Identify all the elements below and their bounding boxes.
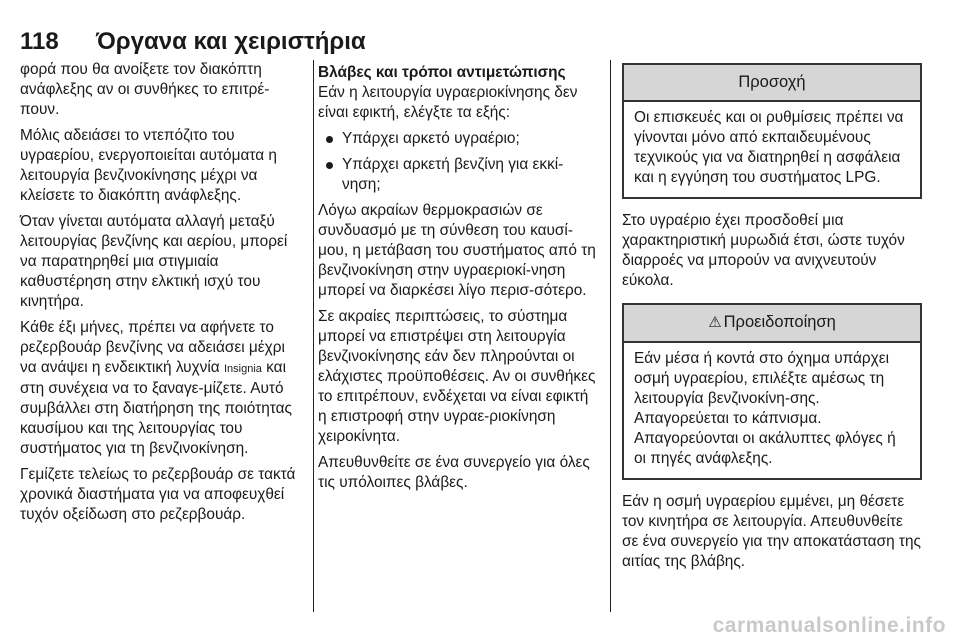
paragraph <box>20 318 304 459</box>
warning-body: Εάν μέσα ή κοντά στο όχημα υπάρχει οσμή υγραερίου, επιλέξτε αμέσως τη λειτουργία βενζινοκίνη-σης. Απαγορεύεται το κάπνισμα. Απαγορεύονται οι ακάλυπτες φλόγες ή οι πηγές ανάφλεξης. <box>634 350 896 467</box>
paragraph: Στο υγραέριο έχει προσδοθεί μια χαρακτηριστική μυρωδιά έτσι, ώστε τυχόν διαρροές να μπορούν να ανιχνευτούν εύκολα. <box>622 212 905 289</box>
watermark: carmanualsonline.info <box>712 614 946 637</box>
caution-box <box>622 63 922 199</box>
paragraph-text: Κάθε έξι μήνες, πρέπει να αφήνετε το ρεζερβουάρ βενζίνης να αδειάσει μέχρι να ανάψει η ενδεικτική λυχνία <box>20 319 285 376</box>
paragraph: Εάν η λειτουργία υγραεριοκίνησης δεν είναι εφικτή, ελέγξτε τα εξής: <box>318 84 578 121</box>
checklist <box>318 129 600 195</box>
page-title: Όργανα και χειριστήρια <box>96 28 366 55</box>
column-right <box>622 63 922 578</box>
paragraph: φορά που θα ανοίξετε τον διακόπτη ανάφλεξης αν οι συνθήκες το επιτρέ-πουν. <box>20 61 270 118</box>
paragraph: Απευθυνθείτε σε ένα συνεργείο για όλες τις υπόλοιπες βλάβες. <box>318 454 590 491</box>
column-divider <box>610 60 611 612</box>
indicator-lamp-label: Insignia <box>223 363 262 375</box>
paragraph: Γεμίζετε τελείως το ρεζερβουάρ σε τακτά χρονικά διαστήματα για να αποφευχθεί τυχόν οξείδωση στο ρεζερβουάρ. <box>20 466 296 523</box>
page-header <box>20 4 940 56</box>
warning-title: Προειδοποίηση <box>723 313 836 331</box>
paragraph: Όταν γίνεται αυτόματα αλλαγή μεταξύ λειτουργίας βενζίνης και αερίου, μπορεί να παρατηρηθεί μια στιγμιαία καθυστέρηση στην ελκτική ισχύ του κινητήρα. <box>20 213 288 310</box>
paragraph: Λόγω ακραίων θερμοκρασιών σε συνδυασμό με τη σύνθεση του καυσί-μου, η μετάβαση του συστήματος από τη βενζινοκίνηση στην υγραεριοκί-νηση μπορεί να διαρκέσει λίγο περισ-σότερο. <box>318 202 596 299</box>
caution-body: Οι επισκευές και οι ρυθμίσεις πρέπει να γίνονται μόνο από εκπαιδευμένους τεχνικούς για να διατηρηθεί η ασφάλεια και η εγγύηση του συστήματος LPG. <box>634 109 904 186</box>
column-divider <box>313 60 314 612</box>
caution-title: Προσοχή <box>624 65 920 102</box>
warning-box <box>622 303 922 480</box>
section-heading: Βλάβες και τρόποι αντιμετώπισης <box>318 64 566 81</box>
paragraph: Μόλις αδειάσει το ντεπόζιτο του υγραερίου, ενεργοποιείται αυτόματα η λειτουργία βενζινοκίνησης μέχρι να κλείσετε το διακόπτη ανάφλεξης. <box>20 127 277 204</box>
column-left <box>20 60 304 531</box>
list-item: Υπάρχει αρκετή βενζίνη για εκκί-νηση; <box>318 155 600 195</box>
warning-header <box>624 305 920 343</box>
warning-icon: ⚠ <box>708 314 722 331</box>
page-number: 118 <box>20 28 59 55</box>
column-middle <box>318 63 600 499</box>
paragraph-text: και στη συνέχεια να το ξαναγε-μίζετε. Αυτό συμβάλλει στη διατήρηση της ποιότητας καυσίμου και της λειτουργίας του συστήματος για τη βενζινοκίνηση. <box>20 359 292 457</box>
list-item: Υπάρχει αρκετό υγραέριο; <box>318 129 600 149</box>
paragraph: Εάν η οσμή υγραερίου εμμένει, μη θέσετε τον κινητήρα σε λειτουργία. Απευθυνθείτε σε ένα συνεργείο για την αποκατάσταση της αιτίας της βλάβης. <box>622 493 921 570</box>
paragraph: Σε ακραίες περιπτώσεις, το σύστημα μπορεί να επιστρέψει στη λειτουργία βενζινοκίνησης εάν δεν πληρούνται οι ελάχιστες προϋποθέσεις. Αν οι συνθήκες το επιτρέπουν, ενδέχεται να είναι εφικτή η επιστροφή στην υγραε-ριοκίνηση χειροκίνητα. <box>318 308 596 445</box>
